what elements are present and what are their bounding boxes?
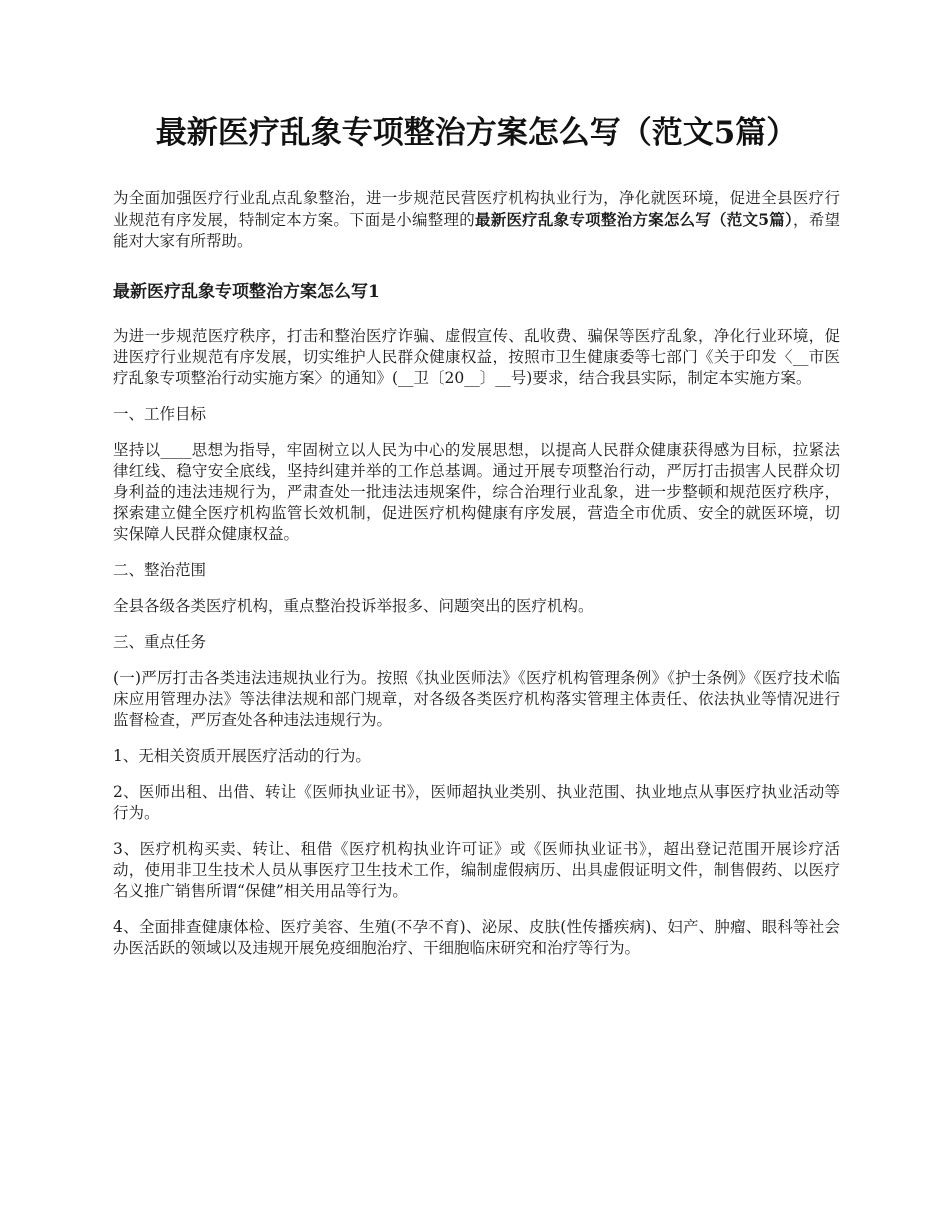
intro-text-before: 为全面加强医疗行业乱点乱象整治，进一步规范民营医疗机构执业行为，净化就医环境，促进全县医疗行业规范有序发展，特制定本方案。下面是小编整理的 — [113, 189, 840, 229]
body-paragraph-scope: 全县各级各类医疗机构，重点整治投诉举报多、问题突出的医疗机构。 — [113, 597, 594, 615]
heading-key-tasks: 三、重点任务 — [113, 633, 207, 651]
intro-text-bold: 最新医疗乱象专项整治方案怎么写（范文5篇） — [474, 210, 793, 229]
document-page — [113, 110, 840, 974]
intro-text-after: ，希望能对大家有所帮助。 — [113, 211, 840, 250]
document-title: 最新医疗乱象专项整治方案怎么写（范文5篇） — [155, 115, 798, 151]
list-item-3: 3、医疗机构买卖、转让、租借《医疗机构执业许可证》或《医师执业证书》，超出登记范围开展诊疗活动，使用非卫生技术人员从事医疗卫生技术工作，编制虚假病历、出具虚假证明文件，制售假药、以医疗名义推广销售所谓“保健”相关用品等行为。 — [113, 840, 840, 900]
list-item-2: 2、医师出租、出借、转让《医师执业证书》，医师超执业类别、执业范围、执业地点从事医疗执业活动等行为。 — [113, 783, 840, 822]
section-heading: 最新医疗乱象专项整治方案怎么写1 — [113, 282, 380, 302]
heading-work-goal: 一、工作目标 — [113, 405, 207, 423]
body-paragraph-goal: 坚持以____思想为指导，牢固树立以人民为中心的发展思想，以提高人民群众健康获得感为目标，拉紧法律红线、稳守安全底线，坚持纠建并举的工作总基调。通过开展专项整治行动，严厉打击损害人民群众切身利益的违法违规行为，严肃查处一批违法违规案件，综合治理行业乱象，进一步整顿和规范医疗秩序，探索建立健全医疗机构监管长效机制，促进医疗机构健康有序发展，营造全市优质、安全的就医环境，切实保障人民群众健康权益。 — [113, 441, 840, 543]
body-paragraph-preamble: 为进一步规范医疗秩序，打击和整治医疗诈骗、虚假宣传、乱收费、骗保等医疗乱象，净化行业环境，促进医疗行业规范有序发展，切实维护人民群众健康权益，按照市卫生健康委等七部门《关于印发〈__市医疗乱象专项整治行动实施方案〉的通知》(__卫〔20__〕__号)要求，结合我县实际，制定本实施方案。 — [113, 327, 840, 387]
heading-scope: 二、整治范围 — [113, 561, 207, 579]
list-item-4: 4、全面排查健康体检、医疗美容、生殖(不孕不育)、泌尿、皮肤(性传播疾病)、妇产、肿瘤、眼科等社会办医活跃的领域以及违规开展免疫细胞治疗、干细胞临床研究和治疗等行为。 — [113, 918, 840, 957]
list-item-1: 1、无相关资质开展医疗活动的行为。 — [113, 747, 371, 765]
body-paragraph-task-1: (一)严厉打击各类违法违规执业行为。按照《执业医师法》《医疗机构管理条例》《护士条例》《医疗技术临床应用管理办法》等法律法规和部门规章，对各级各类医疗机构落实管理主体责任、依法执业等情况进行监督检查，严厉查处各种违法违规行为。 — [113, 669, 840, 729]
intro-paragraph — [113, 188, 840, 252]
